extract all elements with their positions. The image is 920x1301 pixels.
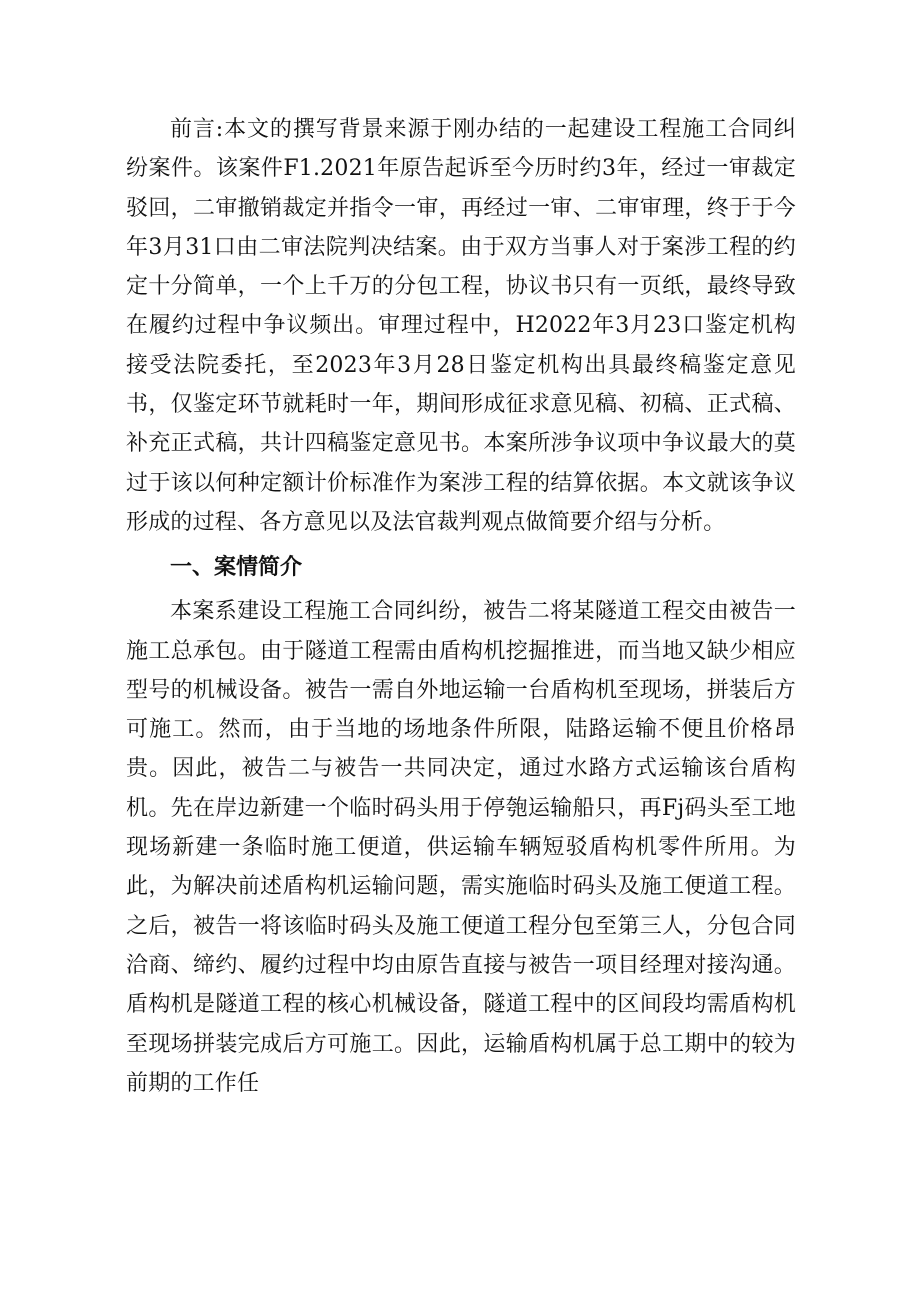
document-body <box>126 110 796 1103</box>
case-summary-paragraph: 本案系建设工程施工合同纠纷，被告二将某隧道工程交由被告一施工总承包。由于隧道工程需由盾构机挖掘推进，而当地又缺少相应型号的机械设备。被告一需自外地运输一台盾构机至现场，拼装后方可施工。然而，由于当地的场地条件所限，陆路运输不便且价格昂贵。因此，被告二与被告一共同决定，通过水路方式运输该台盾构机。先在岸边新建一个临时码头用于停匏运输船只，再Fj码头至工地现场新建一条临时施工便道，供运输车辆短驳盾构机零件所用。为此，为解决前述盾构机运输问题，需实施临时码头及施工便道工程。之后，被告一将该临时码头及施工便道工程分包至第三人，分包合同洽商、缔约、履约过程中均由原告直接与被告一项目经理对接沟通。盾构机是隧道工程的核心机械设备，隧道工程中的区间段均需盾构机至现场拼装完成后方可施工。因此，运输盾构机属于总工期中的较为前期的工作任 <box>126 599 796 1096</box>
section-heading: 一、案情简介 <box>170 555 303 581</box>
intro-paragraph: 前言:本文的撰写背景来源于刚办结的一起建设工程施工合同纠纷案件。该案件F1.2021年原告起诉至今历时约3年，经过一审裁定驳回，二审撤销裁定并指令一审，再经过一审、二审审理，终于于今年3月31口由二审法院判决结案。由于双方当事人对于案涉工程的约定十分简单，一个上千万的分包工程，协议书只有一页纸，最终导致在履约过程中争议频出。审理过程中，H2022年3月23口鉴定机构接受法院委托，至2023年3月28日鉴定机构出具最终稿鉴定意见书，仅鉴定环节就耗时一年，期间形成征求意见稿、初稿、正式稿、补充正式稿，共计四稿鉴定意见书。本案所涉争议项中争议最大的莫过于该以何种定额计价标准作为案涉工程的结算依据。本文就该争议形成的过程、各方意见以及法官裁判观点做简要介绍与分析。 <box>126 117 796 535</box>
